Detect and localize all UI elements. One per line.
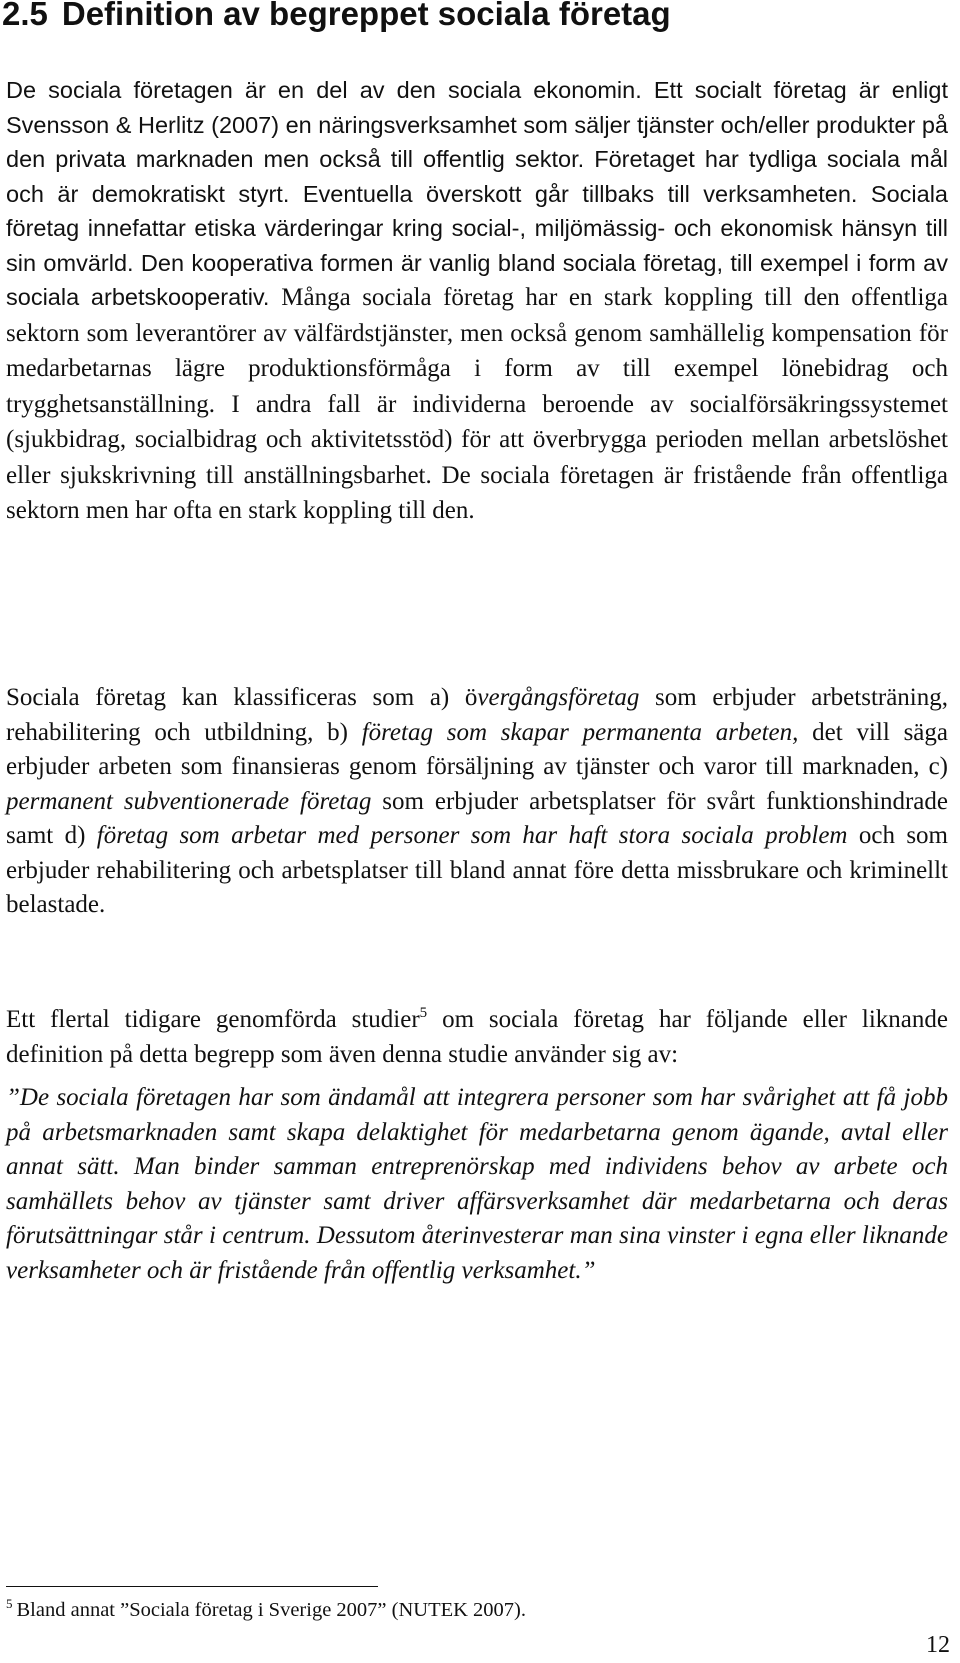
classification-type-a: vergångsföretag (477, 684, 640, 711)
paragraph-definition-part3: I andra fall är individerna beroende av socialförsäkringssystemet (sjukbidrag, socialbidrag och aktivitetsstöd) för att överbrygga perioden mellan arbetslöshet eller sjukskrivning till anställningsbarhet. De sociala företagen är fristående från offentliga sektorn men har ofta en stark koppling till den. (6, 390, 949, 524)
classification-text-4: som erbjuder arbetsplatser för svårt funktionshindrade samt d) (6, 787, 948, 849)
footnote-reference[interactable]: 5 (419, 1005, 428, 1021)
classification-text-3: det vill säga erbjuder arbeten som finansieras genom försäljning av tjänster och varor till marknaden, c) (6, 718, 948, 780)
classification-type-d: företag som arbetar med personer som har haft stora sociala problem (96, 822, 848, 849)
classification-text-5: och som erbjuder rehabilitering och arbetsplatser till bland annat före detta missbrukare och kriminellt belastade. (6, 822, 948, 918)
paragraph-classification (6, 681, 948, 923)
footnote-text: Bland annat ”Sociala företag i Sverige 2007” (NUTEK 2007). (16, 1599, 526, 1621)
page-number: 12 (926, 1632, 950, 1658)
definition-quote: ”De sociala företagen har som ändamål att integrera personer som har svårighet att få jobb på arbetsmarknaden samt skapa delaktighet för medarbetarna genom ägande, avtal eller annat sätt. Man binder samman entreprenörskap med individens behov av arbete och samhällets behov av tjänster samt driver affärsverksamhet där medarbetarna och deras förutsättningar står i centrum. Dessutom återinvesterar man sina vinster i egna eller liknande verksamheter och är fristående från offentlig verksamhet.” (6, 1084, 948, 1284)
studies-text-after: om sociala företag har följande eller liknande definition på detta begrepp som även denna studie använder sig av: (6, 1006, 949, 1068)
section-number: 2.5 (2, 0, 48, 32)
section-title: Definition av begreppet sociala företag (61, 0, 671, 32)
classification-text-2: som erbjuder arbetsträning, rehabilitering och utbildning, b) (6, 684, 949, 746)
classification-type-b: företag som skapar permanenta arbeten, (361, 718, 799, 746)
paragraph-studies (6, 1003, 948, 1072)
footnote (6, 1596, 526, 1624)
footnote-number: 5 (6, 1596, 13, 1611)
classification-type-c: permanent subventionerade företag (6, 787, 372, 815)
section-heading (2, 0, 671, 34)
paragraph-definition-part1: De sociala företagen är en del av den sociala ekonomin. Ett socialt företag är enligt Svensson & Herlitz (2007) en näringsverksamhet som säljer tjänster och/eller produkter på den privata marknaden men också till offentlig sektor. Företaget har tydliga sociala mål och är demokratiskt styrt. Eventuella överskott går tillbaks till verksamheten. Sociala företag innefattar etiska värderingar kring social-, miljömässig- och ekonomisk hänsyn till sin omvärld. Den kooperativa formen är vanlig bland sociala företag, till exempel i form av sociala arbetskooperativ. (6, 77, 948, 310)
paragraph-definition (6, 73, 948, 529)
footnote-separator (6, 1586, 378, 1587)
studies-text-before: Ett flertal tidigare genomförda studier (6, 1006, 420, 1033)
paragraph-definition-part2: Många sociala företag har en stark koppling till den offentliga sektorn som leverantörer av välfärdstjänster, men också genom samhällelig kompensation för medarbetarnas lägre produktionsförmåga i form av till exempel lönebidrag och trygghetsanställning. (6, 284, 949, 418)
classification-text-1: Sociala företag kan klassificeras som a) ö (6, 684, 478, 711)
